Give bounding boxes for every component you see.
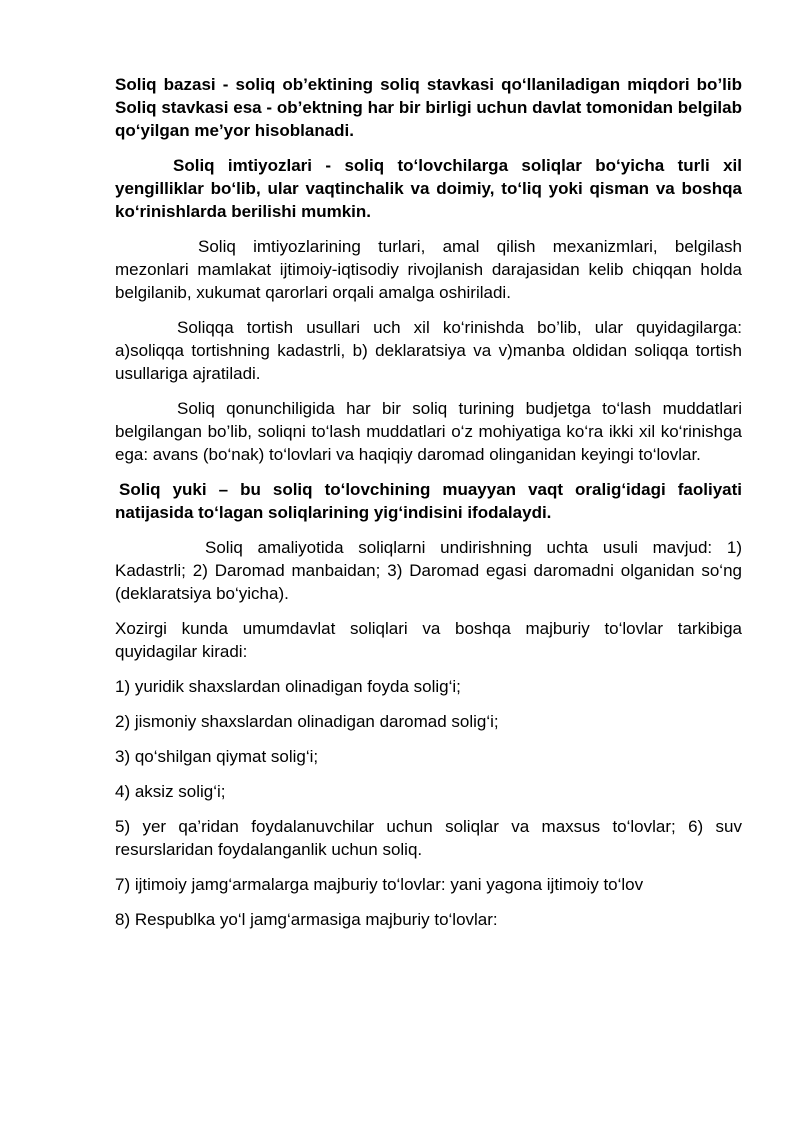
list-item: 7) ijtimoiy jamg‘armalarga majburiy to‘lovlar: yani yagona ijtimoiy to‘lov [115,875,644,894]
list-item: 5) yer qa’ridan foydalanuvchilar uchun soliqlar va maxsus to‘lovlar; 6) suv resurslaridan foydalanganlik uchun soliq. [115,817,742,859]
paragraph-soliq-bazasi: Soliq bazasi - soliq ob’ektining soliq stavkasi qo‘llaniladigan miqdori bo’lib Soliq stavkasi esa - ob’ektning har bir birligi uchun davlat tomonidan belgilab qo‘yilgan me’yor hisoblanadi. [115,75,742,140]
paragraph-umumdavlat-soliqlari: Xozirgi kunda umumdavlat soliqlari va boshqa majburiy to‘lovlar tarkibiga quyidagilar kiradi: [115,619,742,661]
list-item: 1) yuridik shaxslardan olinadigan foyda solig‘i; [115,677,461,696]
list-item: 4) aksiz solig‘i; [115,782,226,801]
paragraph-soliq-imtiyozlari: Soliq imtiyozlari - soliq to‘lovchilarga soliqlar bo‘yicha turli xil yengilliklar bo‘lib, ular vaqtinchalik va doimiy, to‘liq yoki qisman va boshqa ko‘rinishlarda berilishi mumkin. [115,156,742,221]
paragraph-tolash-muddatlari: Soliq qonunchiligida har bir soliq turining budjetga to‘lash muddatlari belgilangan bo’lib, soliqni to‘lash muddatlari o‘z mohiyatiga ko‘ra ikki xil ko‘rinishga ega: avans (bo‘nak) to‘lovlari va haqiqiy daromad olinganidan keyingi to‘lovlar. [115,399,742,464]
list-item: 2) jismoniy shaxslardan olinadigan daromad solig‘i; [115,712,499,731]
list-item: 8) Respublka yo‘l jamg‘armasiga majburiy to‘lovlar: [115,910,498,929]
paragraph-undirish-usullari: Soliq amaliyotida soliqlarni undirishning uchta usuli mavjud: 1) Kadastrli; 2) Daromad manbaidan; 3) Daromad egasi daromadni olganidan so‘ng (deklaratsiya bo‘yicha). [115,538,742,603]
paragraph-soliq-yuki: Soliq yuki – bu soliq to‘lovchining muayyan vaqt oralig‘idagi faoliyati natijasida to‘lagan soliqlarining yig‘indisini ifodalaydi. [115,480,742,522]
list-item: 3) qo‘shilgan qiymat solig‘i; [115,747,319,766]
paragraph-imtiyoz-turlari: Soliq imtiyozlarining turlari, amal qilish mexanizmlari, belgilash mezonlari mamlakat ijtimoiy-iqtisodiy rivojlanish darajasidan kelib chiqqan holda belgilanib, xukumat qarorlari orqali amalga oshiriladi. [115,237,742,302]
document-page [115,73,742,943]
paragraph-soliqqa-tortish-usullari: Soliqqa tortish usullari uch xil ko‘rinishda bo’lib, ular quyidagilarga: a)soliqqa tortishning kadastrli, b) deklaratsiya va v)manba oldidan soliqqa tortish usullariga ajratiladi. [115,318,742,383]
